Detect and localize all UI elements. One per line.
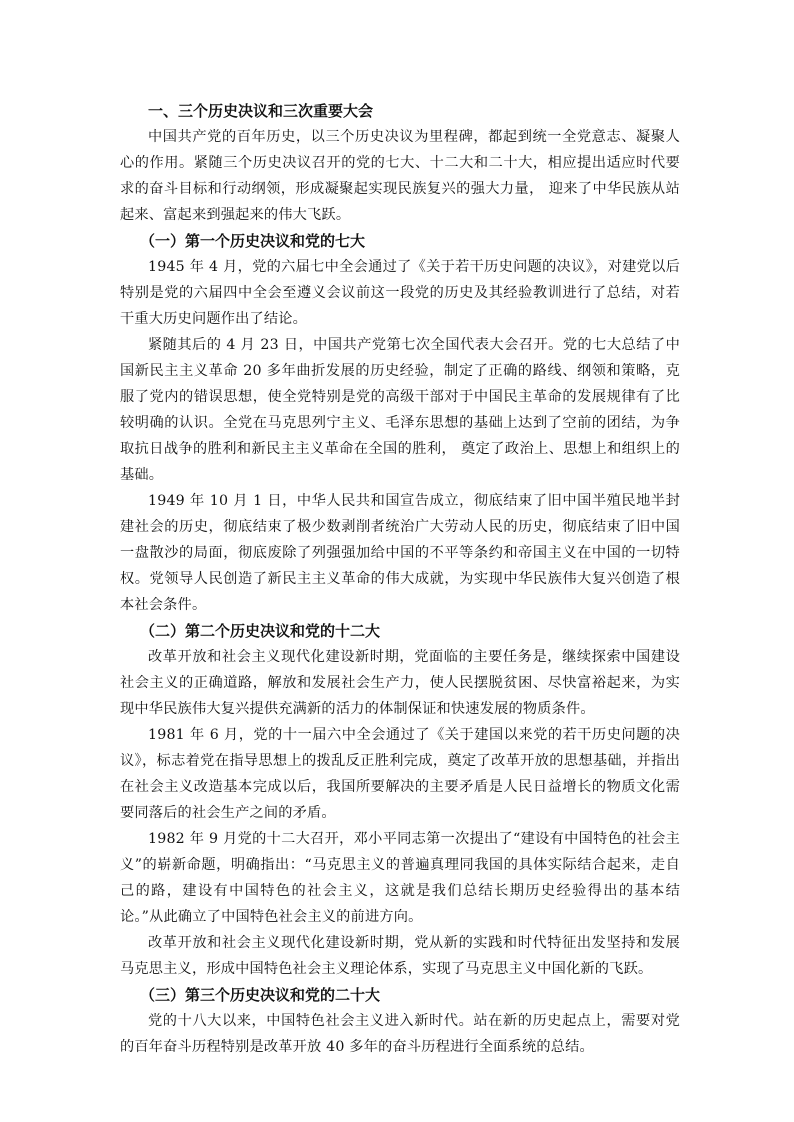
subsection-title-third-resolution: （三）第三个历史决议和党的二十大 bbox=[140, 986, 381, 1004]
document-body bbox=[120, 98, 680, 1060]
paragraph-intro: 中国共产党的百年历史，以三个历史决议为里程碑，都起到统一全党意志、凝聚人心的作用。紧随三个历史决议召开的党的七大、十二大和二十大，相应提出适应时代要求的奋斗目标和行动纲领，形成凝聚起实现民族复兴的强大力量， 迎来了中华民族从站起来、富起来到强起来的伟大飞跃。 bbox=[120, 129, 680, 223]
paragraph-1982-twelfth-congress: 1982 年 9 月党的十二大召开，邓小平同志第一次提出了“建设有中国特色的社会主义”的崭新命题，明确指出：“马克思主义的普遍真理同我国的具体实际结合起来，走自己的路，建设有中国特色的社会主义，这就是我们总结长期历史经验得出的基本结论。”从此确立了中国特色社会主义的前进方向。 bbox=[120, 831, 680, 925]
paragraph-theory-system: 改革开放和社会主义现代化建设新时期，党从新的实践和时代特征出发坚持和发展马克思主义，形成中国特色社会主义理论体系，实现了马克思主义中国化新的飞跃。 bbox=[120, 935, 680, 977]
paragraph-seventh-congress: 紧随其后的 4 月 23 日，中国共产党第七次全国代表大会召开。党的七大总结了中国新民主主义革命 20 多年曲折发展的历史经验，制定了正确的路线、纲领和策略，克服了党内的错误思想，使全党特别是党的高级干部对于中国民主革命的发展规律有了比较明确的认识。全党在马克思列宁主义、毛泽东思想的基础上达到了空前的团结，为争取抗日战争的胜利和新民主主义革命在全国的胜利， 奠定了政治上、思想上和组织上的基础。 bbox=[120, 337, 680, 483]
paragraph-new-era: 党的十八大以来，中国特色社会主义进入新时代。站在新的历史起点上，需要对党的百年奋斗历程特别是改革开放 40 多年的奋斗历程进行全面系统的总结。 bbox=[120, 1013, 680, 1055]
paragraph-1981-resolution: 1981 年 6 月，党的十一届六中全会通过了《关于建国以来党的若干历史问题的决议》，标志着党在指导思想上的拨乱反正胜利完成，奠定了改革开放的思想基础，并指出在社会主义改造基本完成以后，我国所要解决的主要矛盾是人民日益增长的物质文化需要同落后的社会生产之间的矛盾。 bbox=[120, 727, 680, 821]
subsection-title-second-resolution: （二）第二个历史决议和党的十二大 bbox=[140, 622, 381, 640]
paragraph-1949-founding: 1949 年 10 月 1 日，中华人民共和国宣告成立，彻底结束了旧中国半殖民地半封建社会的历史，彻底结束了极少数剥削者统治广大劳动人民的历史，彻底结束了旧中国一盘散沙的局面，彻底废除了列强强加给中国的不平等条约和帝国主义在中国的一切特权。党领导人民创造了新民主主义革命的伟大成就，为实现中华民族伟大复兴创造了根本社会条件。 bbox=[120, 493, 680, 613]
paragraph-reform-era: 改革开放和社会主义现代化建设新时期，党面临的主要任务是，继续探索中国建设社会主义的正确道路，解放和发展社会生产力，使人民摆脱贫困、尽快富裕起来，为实现中华民族伟大复兴提供充满新的活力的体制保证和快速发展的物质条件。 bbox=[120, 649, 680, 717]
subsection-title-first-resolution: （一）第一个历史决议和党的七大 bbox=[140, 232, 366, 250]
section-title: 一、三个历史决议和三次重要大会 bbox=[148, 102, 374, 120]
paragraph-1945-resolution: 1945 年 4 月，党的六届七中全会通过了《关于若干历史问题的决议》，对建党以后特别是党的六届四中全会至遵义会议前这一段党的历史及其经验教训进行了总结，对若干重大历史问题作出了结论。 bbox=[120, 259, 680, 327]
